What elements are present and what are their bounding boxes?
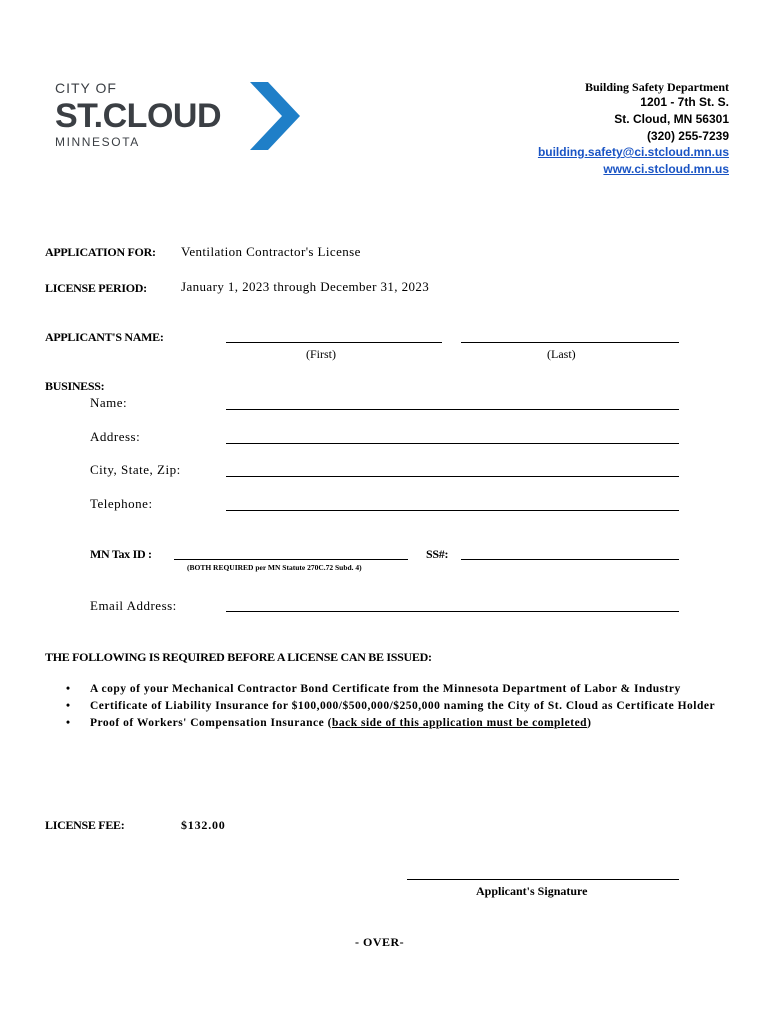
- business-telephone-label: Telephone:: [90, 496, 153, 511]
- street-address: 1201 - 7th St. S.: [640, 95, 729, 109]
- tax-id-label: MN Tax ID :: [90, 547, 152, 561]
- city-logo: [55, 80, 305, 152]
- applicant-name-label: APPLICANT'S NAME:: [45, 330, 164, 344]
- business-name-line[interactable]: [226, 409, 679, 410]
- requirement-text-prefix: Proof of Workers' Compensation Insurance (: [90, 717, 332, 729]
- first-name-line[interactable]: [226, 342, 442, 343]
- email-address-line[interactable]: [226, 611, 679, 612]
- signature-line[interactable]: [407, 879, 679, 880]
- website-link[interactable]: www.ci.stcloud.mn.us: [603, 162, 729, 176]
- business-heading: BUSINESS:: [45, 379, 105, 393]
- logo-city-of-text: CITY OF: [55, 80, 117, 96]
- license-period-label: LICENSE PERIOD:: [45, 281, 147, 295]
- license-period-value: January 1, 2023 through December 31, 2023: [181, 279, 430, 294]
- website-link-wrap: [603, 160, 729, 178]
- required-statute-note: (BOTH REQUIRED per MN Statute 270C.72 Subd. 4): [187, 563, 362, 572]
- license-fee-value: $132.00: [181, 818, 226, 832]
- business-address-line[interactable]: [226, 443, 679, 444]
- requirement-text-underlined: back side of this application must be completed: [331, 717, 588, 729]
- tax-id-line[interactable]: [174, 559, 408, 560]
- first-name-caption: (First): [306, 347, 336, 361]
- requirement-text: Certificate of Liability Insurance for $100,000/$500,000/$250,000 naming the City of St. Cloud as Certificate Holder: [90, 700, 716, 712]
- bullet-icon: •: [66, 700, 71, 712]
- bullet-icon: •: [66, 683, 71, 695]
- application-for-value: Ventilation Contractor's License: [181, 244, 361, 259]
- license-fee-label: LICENSE FEE:: [45, 818, 125, 832]
- signature-caption: Applicant's Signature: [476, 884, 588, 898]
- requirement-item: [66, 715, 726, 732]
- email-link[interactable]: building.safety@ci.stcloud.mn.us: [537, 145, 729, 159]
- business-address-label: Address:: [90, 429, 141, 444]
- email-link-wrap: [538, 143, 729, 161]
- logo-st-cloud-text: ST.CLOUD: [55, 97, 221, 135]
- city-address: St. Cloud, MN 56301: [614, 112, 729, 126]
- bullet-icon: •: [66, 717, 71, 729]
- ss-number-line[interactable]: [461, 559, 679, 560]
- requirement-item: [66, 681, 726, 698]
- requirement-text-suffix: ): [587, 717, 592, 729]
- email-address-label: Email Address:: [90, 598, 177, 613]
- requirements-heading: THE FOLLOWING IS REQUIRED BEFORE A LICENSE CAN BE ISSUED:: [45, 650, 432, 664]
- over-indicator: - OVER-: [355, 935, 405, 949]
- chevron-right-icon: [250, 82, 300, 150]
- requirement-item: [66, 698, 726, 715]
- last-name-line[interactable]: [461, 342, 679, 343]
- business-name-label: Name:: [90, 395, 128, 410]
- logo-minnesota-text: MINNESOTA: [55, 135, 140, 149]
- phone-number: (320) 255-7239: [646, 129, 729, 143]
- application-for-label: APPLICATION FOR:: [45, 245, 156, 259]
- ss-number-label: SS#:: [426, 547, 449, 561]
- department-name: Building Safety Department: [585, 80, 729, 94]
- business-city-line[interactable]: [226, 476, 679, 477]
- business-telephone-line[interactable]: [226, 510, 679, 511]
- requirements-list: [66, 681, 726, 732]
- business-city-label: City, State, Zip:: [90, 462, 181, 477]
- requirement-text: A copy of your Mechanical Contractor Bond Certificate from the Minnesota Department of Labor & Industry: [90, 683, 681, 695]
- last-name-caption: (Last): [547, 347, 576, 361]
